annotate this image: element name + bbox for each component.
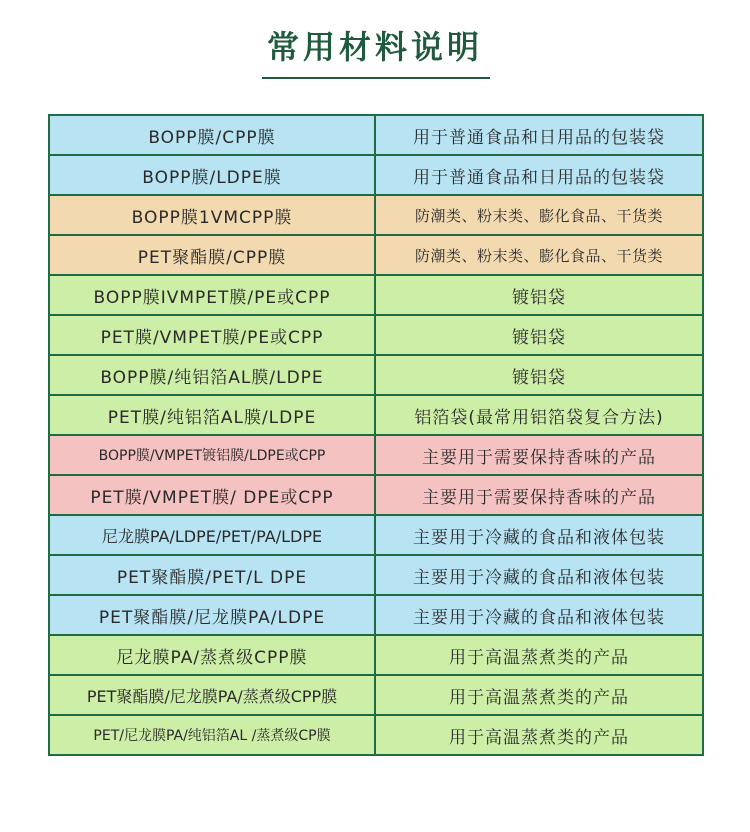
material-cell: PET膜/VMPET膜/ DPE或CPP — [49, 475, 375, 515]
material-cell: PET/尼龙膜PA/纯铝箔AL /蒸煮级CP膜 — [49, 715, 375, 755]
page-title: 常用材料说明 — [266, 28, 483, 66]
material-cell: 尼龙膜PA/LDPE/PET/PA/LDPE — [49, 515, 375, 555]
usage-cell: 铝箔袋(最常用铝箔袋复合方法) — [375, 395, 703, 435]
material-cell: BOPP膜1VMCPP膜 — [49, 195, 375, 235]
material-cell: 尼龙膜PA/蒸煮级CPP膜 — [49, 635, 375, 675]
usage-cell: 用于高温蒸煮类的产品 — [375, 635, 703, 675]
table-row — [49, 635, 703, 675]
usage-cell: 用于高温蒸煮类的产品 — [375, 715, 703, 755]
material-cell: PET膜/纯铝箔AL膜/LDPE — [49, 395, 375, 435]
material-cell: BOPP膜IVMPET膜/PE或CPP — [49, 275, 375, 315]
table-row — [49, 595, 703, 635]
table-row — [49, 395, 703, 435]
usage-cell: 主要用于需要保持香味的产品 — [375, 475, 703, 515]
materials-table — [48, 114, 704, 756]
usage-cell: 防潮类、粉末类、膨化食品、干货类 — [375, 235, 703, 275]
usage-cell: 主要用于需要保持香味的产品 — [375, 435, 703, 475]
table-row — [49, 235, 703, 275]
table-row — [49, 715, 703, 755]
material-cell: BOPP膜/LDPE膜 — [49, 155, 375, 195]
material-cell: PET聚酯膜/尼龙膜PA/LDPE — [49, 595, 375, 635]
material-cell: PET聚酯膜/PET/L DPE — [49, 555, 375, 595]
table-row — [49, 115, 703, 155]
table-row — [49, 435, 703, 475]
usage-cell: 主要用于冷藏的食品和液体包装 — [375, 595, 703, 635]
table-row — [49, 355, 703, 395]
usage-cell: 用于高温蒸煮类的产品 — [375, 675, 703, 715]
usage-cell: 用于普通食品和日用品的包装袋 — [375, 155, 703, 195]
usage-cell: 主要用于冷藏的食品和液体包装 — [375, 555, 703, 595]
table-row — [49, 555, 703, 595]
table-row — [49, 515, 703, 555]
usage-cell: 主要用于冷藏的食品和液体包装 — [375, 515, 703, 555]
title-underline — [262, 77, 490, 79]
usage-cell: 用于普通食品和日用品的包装袋 — [375, 115, 703, 155]
material-cell: BOPP膜/纯铝箔AL膜/LDPE — [49, 355, 375, 395]
usage-cell: 防潮类、粉末类、膨化食品、干货类 — [375, 195, 703, 235]
table-row — [49, 155, 703, 195]
usage-cell: 镀铝袋 — [375, 355, 703, 395]
table-row — [49, 195, 703, 235]
table-row — [49, 315, 703, 355]
material-cell: BOPP膜/VMPET镀铝膜/LDPE或CPP — [49, 435, 375, 475]
material-cell: PET聚酯膜/CPP膜 — [49, 235, 375, 275]
table-row — [49, 275, 703, 315]
material-cell: PET聚酯膜/尼龙膜PA/蒸煮级CPP膜 — [49, 675, 375, 715]
material-cell: BOPP膜/CPP膜 — [49, 115, 375, 155]
material-cell: PET膜/VMPET膜/PE或CPP — [49, 315, 375, 355]
usage-cell: 镀铝袋 — [375, 275, 703, 315]
table-row — [49, 675, 703, 715]
table-row — [49, 475, 703, 515]
usage-cell: 镀铝袋 — [375, 315, 703, 355]
